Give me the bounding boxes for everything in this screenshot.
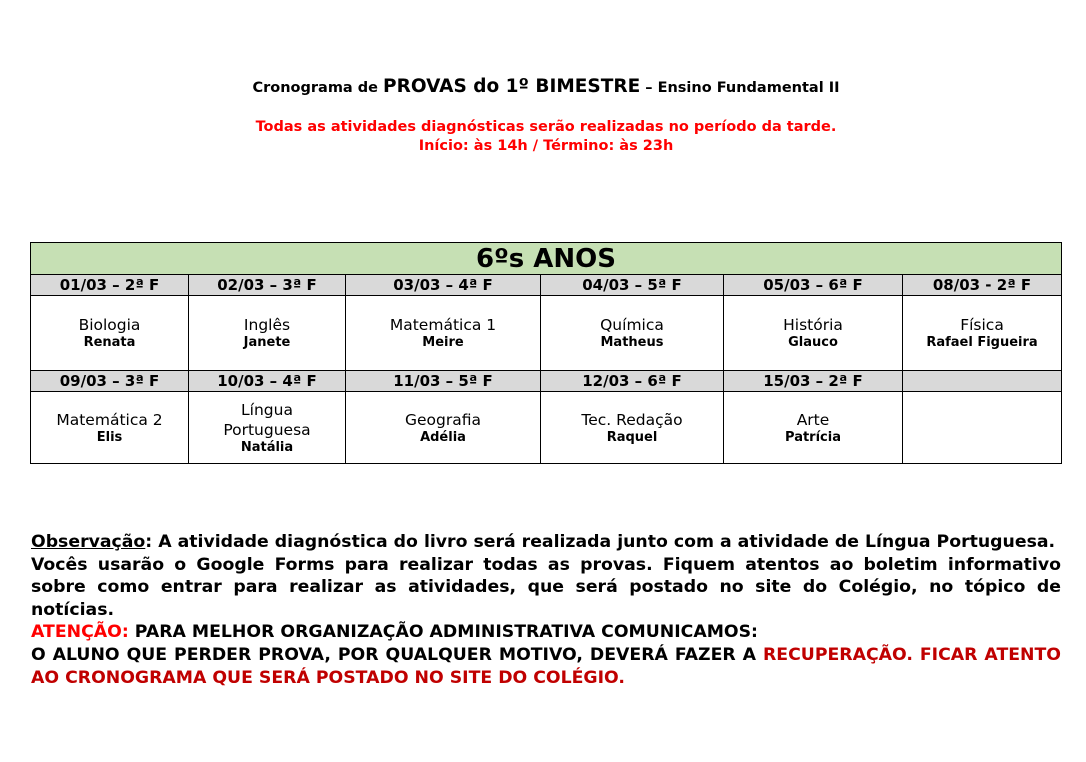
teacher-label: Glauco: [788, 335, 838, 350]
observation-paragraph: [31, 531, 1061, 554]
date-cell: 02/03 – 3ª F: [189, 275, 346, 296]
subject-label: Física: [960, 316, 1004, 334]
exam-cell-empty: [903, 392, 1062, 464]
title-suffix: – Ensino Fundamental II: [640, 80, 840, 96]
teacher-label: Meire: [422, 335, 464, 350]
teacher-label: Patrícia: [785, 429, 841, 445]
date-cell: 10/03 – 4ª F: [189, 371, 346, 392]
exam-cell: [724, 392, 903, 464]
exam-cell: [189, 296, 346, 371]
teacher-label: Elis: [96, 429, 123, 445]
date-row-2: [31, 371, 1062, 392]
date-cell: 08/03 - 2ª F: [903, 275, 1062, 296]
teacher-label: Janete: [243, 335, 291, 350]
observation-label: Observação: [31, 532, 146, 552]
schedule-heading-row: [31, 243, 1062, 275]
teacher-label: Rafael Figueira: [926, 335, 1038, 350]
date-cell: 12/03 – 6ª F: [541, 371, 724, 392]
subject-label: Matemática 2: [56, 410, 163, 429]
subject-label: Química: [600, 316, 664, 334]
subject-label: Matemática 1: [389, 316, 497, 334]
teacher-label: Natália: [240, 439, 294, 455]
page-title: [0, 76, 1086, 97]
date-cell: 01/03 – 2ª F: [31, 275, 189, 296]
recovery-paragraph: [31, 644, 1061, 689]
teacher-label: Raquel: [606, 429, 658, 445]
date-row-1: [31, 275, 1062, 296]
subject-label: Tec. Redação: [581, 410, 683, 429]
recovery-text: O ALUNO QUE PERDER PROVA, POR QUALQUER MOTIVO, DEVERÁ FAZER A: [31, 644, 763, 665]
attention-paragraph: [31, 621, 1061, 644]
exam-row-1: [31, 296, 1062, 371]
date-cell: 03/03 – 4ª F: [346, 275, 541, 296]
subject-label: Arte: [796, 410, 830, 429]
subject-label: Língua Portuguesa: [223, 400, 311, 439]
recovery-warning: RECUPERAÇÃO. FICAR ATENTO AO CRONOGRAMA QUE SERÁ POSTADO NO SITE DO COLÉGIO.: [31, 644, 1061, 688]
exam-cell: [31, 296, 189, 371]
schedule-table: [30, 242, 1062, 464]
teacher-label: Renata: [83, 335, 136, 350]
teacher-label: Matheus: [600, 335, 664, 350]
subtitle-period: Todas as atividades diagnósticas serão realizadas no período da tarde.: [255, 119, 837, 135]
title-emphasis: PROVAS do 1º BIMESTRE: [383, 76, 641, 97]
forms-paragraph: Vocês usarão o Google Forms para realizar todas as provas. Fiquem atentos ao boletim informativo sobre como entrar para realizar as atividades, que será postado no site do Colégio, no tópico de notícias.: [31, 554, 1061, 620]
exam-row-2: [31, 392, 1062, 464]
date-cell: 09/03 – 3ª F: [31, 371, 189, 392]
subject-label: Geografia: [404, 410, 481, 429]
exam-cell: [903, 296, 1062, 371]
date-cell: 04/03 – 5ª F: [541, 275, 724, 296]
exam-cell: [541, 392, 724, 464]
exam-cell: [724, 296, 903, 371]
subject-label: Inglês: [243, 316, 291, 334]
observation-text: : A atividade diagnóstica do livro será realizada junto com a atividade de Língua Portuguesa.: [145, 532, 1056, 552]
date-cell-empty: [903, 371, 1062, 392]
exam-cell: [346, 392, 541, 464]
exam-cell: [346, 296, 541, 371]
attention-label: ATENÇÃO:: [31, 622, 129, 643]
teacher-label: Adélia: [420, 429, 466, 445]
exam-cell: [189, 392, 346, 464]
date-cell: 11/03 – 5ª F: [346, 371, 541, 392]
notes-section: [31, 531, 1061, 689]
subject-label: Biologia: [78, 316, 141, 334]
title-prefix: Cronograma de: [252, 80, 384, 96]
grade-heading: 6ºs ANOS: [31, 243, 1062, 275]
subject-label: História: [783, 316, 843, 334]
subtitle-time: Início: às 14h / Término: às 23h: [418, 138, 674, 154]
date-cell: 05/03 – 6ª F: [724, 275, 903, 296]
exam-cell: [541, 296, 724, 371]
date-cell: 15/03 – 2ª F: [724, 371, 903, 392]
exam-cell: [31, 392, 189, 464]
attention-text: PARA MELHOR ORGANIZAÇÃO ADMINISTRATIVA COMUNICAMOS:: [128, 622, 758, 643]
